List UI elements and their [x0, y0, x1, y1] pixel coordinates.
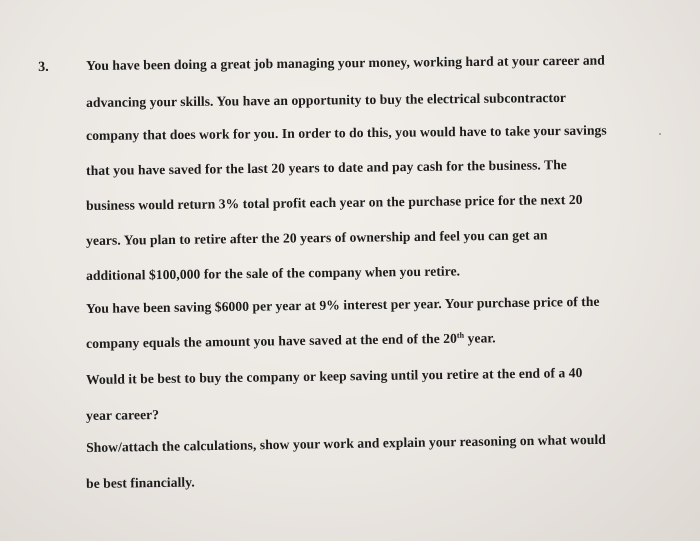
question-line-5: business would return 3% total profit each year on the purchase price for the next 20 [86, 191, 583, 213]
question-line-8: You have been saving $6000 per year at 9% interest per year. Your purchase price of the [86, 293, 600, 316]
question-line-12: Show/attach the calculations, show your work and explain your reasoning on what would [86, 431, 606, 455]
question-number: 3. [38, 59, 49, 75]
question-line-7: additional $100,000 for the sale of the company when you retire. [86, 263, 461, 283]
question-line-2: advancing your skills. You have an opportunity to buy the electrical subcontractor [86, 89, 567, 110]
question-line-3: company that does work for you. In order to do this, you would have to take your savings [86, 122, 607, 143]
question-line-11: year career? [86, 406, 160, 423]
question-line-1: You have been doing a great job managing your money, working hard at your career and [86, 52, 605, 73]
question-line-9-start: company equals the amount you have saved at the end of the 20 [86, 330, 458, 351]
question-line-13: be best financially. [86, 474, 195, 491]
question-line-10: Would it be best to buy the company or keep saving until you retire at the end of a 40 [86, 365, 583, 387]
question-line-9-end: year. [464, 330, 496, 346]
question-line-6: years. You plan to retire after the 20 years of ownership and feel you can get an [86, 227, 548, 248]
question-line-4: that you have saved for the last 20 years to date and pay cash for the business. The [86, 157, 567, 178]
question-line-9 [86, 330, 496, 352]
paper-speck [659, 133, 661, 135]
ordinal-suffix: th [456, 330, 465, 340]
